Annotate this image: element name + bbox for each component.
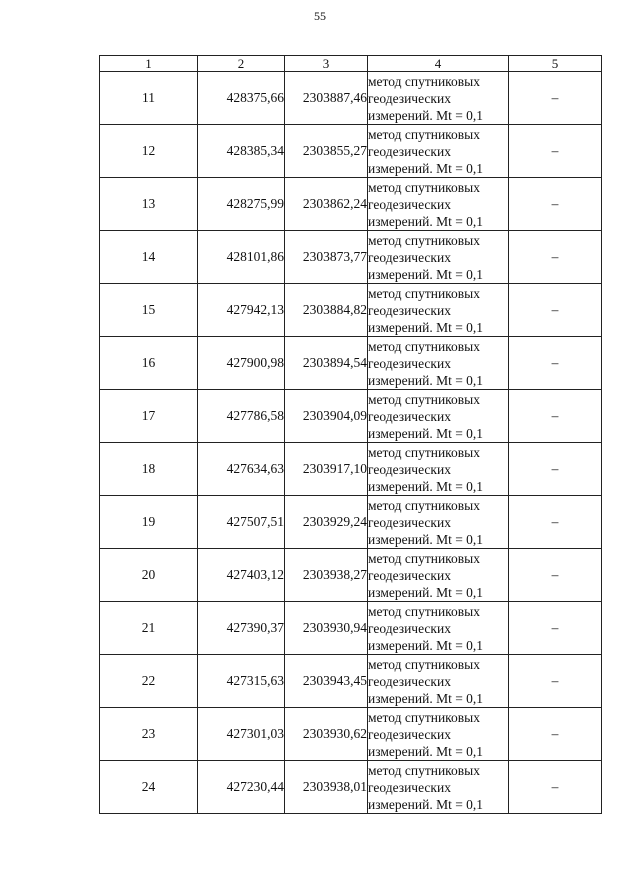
x-coordinate-cell: 427942,13 <box>198 284 285 337</box>
note-cell: – <box>509 655 602 708</box>
point-number-cell: 16 <box>100 337 198 390</box>
y-coordinate-cell: 2303887,46 <box>285 72 368 125</box>
x-coordinate-cell: 427230,44 <box>198 761 285 814</box>
note-cell: – <box>509 231 602 284</box>
method-line: метод спутниковых <box>368 603 480 619</box>
method-line: измерений. Mt = 0,1 <box>368 690 484 706</box>
table-row <box>100 390 602 443</box>
method-line: геодезических <box>368 302 451 318</box>
table-row <box>100 761 602 814</box>
note-cell: – <box>509 390 602 443</box>
method-line: метод спутниковых <box>368 656 480 672</box>
point-number-cell: 22 <box>100 655 198 708</box>
note-cell: – <box>509 178 602 231</box>
method-line: метод спутниковых <box>368 232 480 248</box>
x-coordinate-cell: 428385,34 <box>198 125 285 178</box>
note-cell: – <box>509 708 602 761</box>
table-row <box>100 708 602 761</box>
point-number-cell: 11 <box>100 72 198 125</box>
note-cell: – <box>509 125 602 178</box>
method-line: измерений. Mt = 0,1 <box>368 266 484 282</box>
method-line: метод спутниковых <box>368 391 480 407</box>
point-number-cell: 14 <box>100 231 198 284</box>
note-cell: – <box>509 496 602 549</box>
x-coordinate-cell: 427634,63 <box>198 443 285 496</box>
method-cell <box>368 549 509 602</box>
method-line: геодезических <box>368 673 451 689</box>
point-number-cell: 15 <box>100 284 198 337</box>
x-coordinate-cell: 428375,66 <box>198 72 285 125</box>
point-number-cell: 17 <box>100 390 198 443</box>
note-cell: – <box>509 549 602 602</box>
method-line: измерений. Mt = 0,1 <box>368 637 484 653</box>
y-coordinate-cell: 2303930,62 <box>285 708 368 761</box>
method-line: измерений. Mt = 0,1 <box>368 372 484 388</box>
method-line: геодезических <box>368 461 451 477</box>
method-line: метод спутниковых <box>368 73 480 89</box>
method-line: метод спутниковых <box>368 179 480 195</box>
note-cell: – <box>509 72 602 125</box>
y-coordinate-cell: 2303855,27 <box>285 125 368 178</box>
method-line: измерений. Mt = 0,1 <box>368 531 484 547</box>
point-number-cell: 18 <box>100 443 198 496</box>
method-line: метод спутниковых <box>368 550 480 566</box>
x-coordinate-cell: 427786,58 <box>198 390 285 443</box>
table-row <box>100 125 602 178</box>
table-body <box>100 72 602 814</box>
table-row <box>100 231 602 284</box>
method-cell <box>368 655 509 708</box>
header-cell-3: 3 <box>285 56 368 72</box>
method-line: измерений. Mt = 0,1 <box>368 584 484 600</box>
y-coordinate-cell: 2303862,24 <box>285 178 368 231</box>
x-coordinate-cell: 428275,99 <box>198 178 285 231</box>
page-number: 55 <box>314 9 326 23</box>
table-header <box>100 56 602 72</box>
method-line: геодезических <box>368 779 451 795</box>
method-cell <box>368 337 509 390</box>
y-coordinate-cell: 2303904,09 <box>285 390 368 443</box>
method-line: метод спутниковых <box>368 709 480 725</box>
table-row <box>100 496 602 549</box>
header-cell-5: 5 <box>509 56 602 72</box>
method-line: измерений. Mt = 0,1 <box>368 743 484 759</box>
table-row <box>100 549 602 602</box>
x-coordinate-cell: 427390,37 <box>198 602 285 655</box>
coordinates-table <box>99 55 602 814</box>
point-number-cell: 12 <box>100 125 198 178</box>
note-cell: – <box>509 337 602 390</box>
point-number-cell: 21 <box>100 602 198 655</box>
note-cell: – <box>509 761 602 814</box>
note-cell: – <box>509 443 602 496</box>
y-coordinate-cell: 2303884,82 <box>285 284 368 337</box>
method-line: метод спутниковых <box>368 444 480 460</box>
method-cell <box>368 390 509 443</box>
header-cell-1: 1 <box>100 56 198 72</box>
method-line: геодезических <box>368 249 451 265</box>
method-line: геодезических <box>368 567 451 583</box>
table-row <box>100 443 602 496</box>
y-coordinate-cell: 2303938,01 <box>285 761 368 814</box>
method-line: геодезических <box>368 408 451 424</box>
y-coordinate-cell: 2303930,94 <box>285 602 368 655</box>
method-line: геодезических <box>368 620 451 636</box>
x-coordinate-cell: 428101,86 <box>198 231 285 284</box>
method-cell <box>368 178 509 231</box>
point-number-cell: 20 <box>100 549 198 602</box>
method-cell <box>368 125 509 178</box>
x-coordinate-cell: 427301,03 <box>198 708 285 761</box>
y-coordinate-cell: 2303873,77 <box>285 231 368 284</box>
note-cell: – <box>509 602 602 655</box>
header-cell-4: 4 <box>368 56 509 72</box>
method-line: геодезических <box>368 514 451 530</box>
method-cell <box>368 496 509 549</box>
method-line: геодезических <box>368 143 451 159</box>
method-line: измерений. Mt = 0,1 <box>368 796 484 812</box>
table-row <box>100 602 602 655</box>
y-coordinate-cell: 2303943,45 <box>285 655 368 708</box>
header-cell-2: 2 <box>198 56 285 72</box>
method-line: измерений. Mt = 0,1 <box>368 478 484 494</box>
method-line: метод спутниковых <box>368 762 480 778</box>
method-line: геодезических <box>368 726 451 742</box>
point-number-cell: 23 <box>100 708 198 761</box>
method-line: метод спутниковых <box>368 285 480 301</box>
note-cell: – <box>509 284 602 337</box>
method-line: измерений. Mt = 0,1 <box>368 319 484 335</box>
point-number-cell: 24 <box>100 761 198 814</box>
y-coordinate-cell: 2303929,24 <box>285 496 368 549</box>
method-line: метод спутниковых <box>368 126 480 142</box>
x-coordinate-cell: 427900,98 <box>198 337 285 390</box>
method-line: геодезических <box>368 90 451 106</box>
method-cell <box>368 602 509 655</box>
method-cell <box>368 443 509 496</box>
point-number-cell: 19 <box>100 496 198 549</box>
method-cell <box>368 72 509 125</box>
table-row <box>100 72 602 125</box>
x-coordinate-cell: 427507,51 <box>198 496 285 549</box>
method-line: геодезических <box>368 196 451 212</box>
method-line: измерений. Mt = 0,1 <box>368 425 484 441</box>
method-line: измерений. Mt = 0,1 <box>368 213 484 229</box>
method-line: геодезических <box>368 355 451 371</box>
method-cell <box>368 708 509 761</box>
y-coordinate-cell: 2303938,27 <box>285 549 368 602</box>
x-coordinate-cell: 427403,12 <box>198 549 285 602</box>
method-cell <box>368 231 509 284</box>
y-coordinate-cell: 2303894,54 <box>285 337 368 390</box>
method-line: измерений. Mt = 0,1 <box>368 107 484 123</box>
table-row <box>100 337 602 390</box>
method-line: измерений. Mt = 0,1 <box>368 160 484 176</box>
x-coordinate-cell: 427315,63 <box>198 655 285 708</box>
method-line: метод спутниковых <box>368 497 480 513</box>
table-row <box>100 284 602 337</box>
table-row <box>100 178 602 231</box>
point-number-cell: 13 <box>100 178 198 231</box>
method-cell <box>368 761 509 814</box>
table-row <box>100 655 602 708</box>
method-line: метод спутниковых <box>368 338 480 354</box>
method-cell <box>368 284 509 337</box>
y-coordinate-cell: 2303917,10 <box>285 443 368 496</box>
header-row <box>100 56 602 72</box>
